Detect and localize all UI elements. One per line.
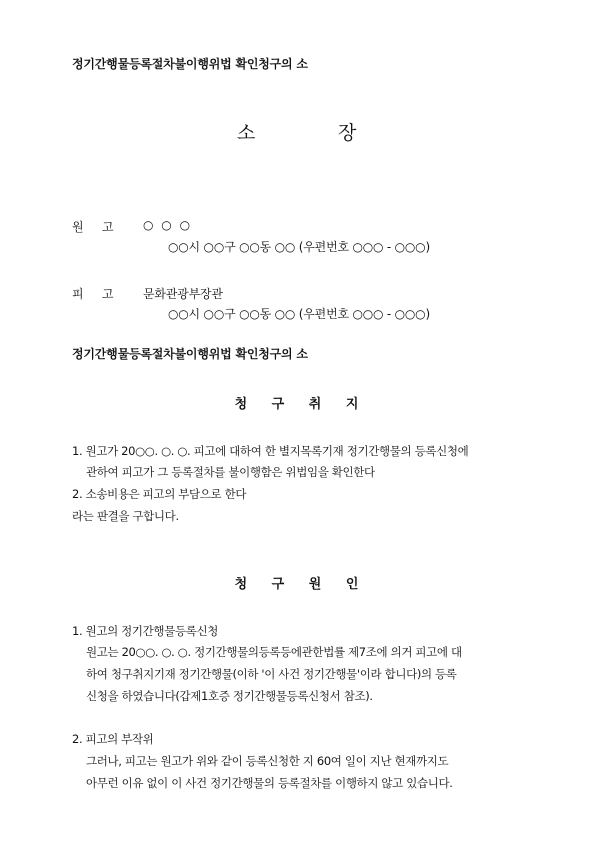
- defendant-role: [72, 285, 132, 301]
- cause-item-2-heading: 2. 피고의 부작위: [72, 732, 154, 746]
- claim-line-1: 1. 원고가 20○○. ○. ○. 피고에 대하여 한 별지목록기재 정기간행물의 등록신청에: [72, 444, 469, 458]
- claim-line-4: 라는 판결을 구합니다.: [72, 509, 179, 523]
- cause-item-1-line-2: 하여 청구취지기재 정기간행물(이하 '이 사건 정기간행물'이라 합니다)의 등록: [86, 667, 457, 681]
- cause-item-2-line-2: 아무런 이유 없이 이 사건 정기간행물의 등록절차를 이행하지 않고 있습니다.: [86, 776, 453, 790]
- plaintiff-role: [72, 218, 132, 234]
- cause-section-title: 청 구 원 인: [234, 577, 369, 592]
- claim-line-3: 2. 소송비용은 피고의 부담으로 한다: [72, 487, 247, 501]
- defendant-role-char-1: 피: [72, 287, 84, 301]
- claim-line-2: 관하여 피고가 그 등록절차를 불이행함은 위법임을 확인한다: [86, 465, 375, 479]
- document-title: [0, 118, 595, 142]
- plaintiff-name: ○ ○ ○: [143, 218, 193, 232]
- defendant-role-char-2: 고: [102, 287, 114, 301]
- defendant-address: ○○시 ○○구 ○○동 ○○ (우편번호 ○○○ - ○○○): [168, 307, 430, 321]
- cause-item-1-line-3: 신청을 하였습니다(갑제1호증 정기간행물등록신청서 참조).: [86, 689, 373, 703]
- cause-item-1-line-1: 원고는 20○○. ○. ○. 정기간행물의등록등에관한법률 제7조에 의거 피고에 대: [86, 645, 462, 659]
- title-char-2: 장: [338, 122, 357, 144]
- cause-item-2-line-1: 그러나, 피고는 원고가 위와 같이 등록신청한 지 60여 일이 지난 현재까지도: [86, 754, 449, 768]
- document-header: 정기간행물등록절차불이행위법 확인청구의 소: [72, 57, 308, 71]
- case-name: 정기간행물등록절차불이행위법 확인청구의 소: [72, 347, 308, 361]
- defendant-name: 문화관광부장관: [143, 287, 223, 301]
- cause-item-1-heading: 1. 원고의 정기간행물등록신청: [72, 624, 218, 638]
- title-char-1: 소: [237, 122, 256, 144]
- claim-section-title: 청 구 취 지: [234, 397, 369, 412]
- plaintiff-role-char-2: 고: [102, 220, 114, 234]
- plaintiff-role-char-1: 원: [72, 220, 84, 234]
- plaintiff-address: ○○시 ○○구 ○○동 ○○ (우편번호 ○○○ - ○○○): [168, 240, 430, 254]
